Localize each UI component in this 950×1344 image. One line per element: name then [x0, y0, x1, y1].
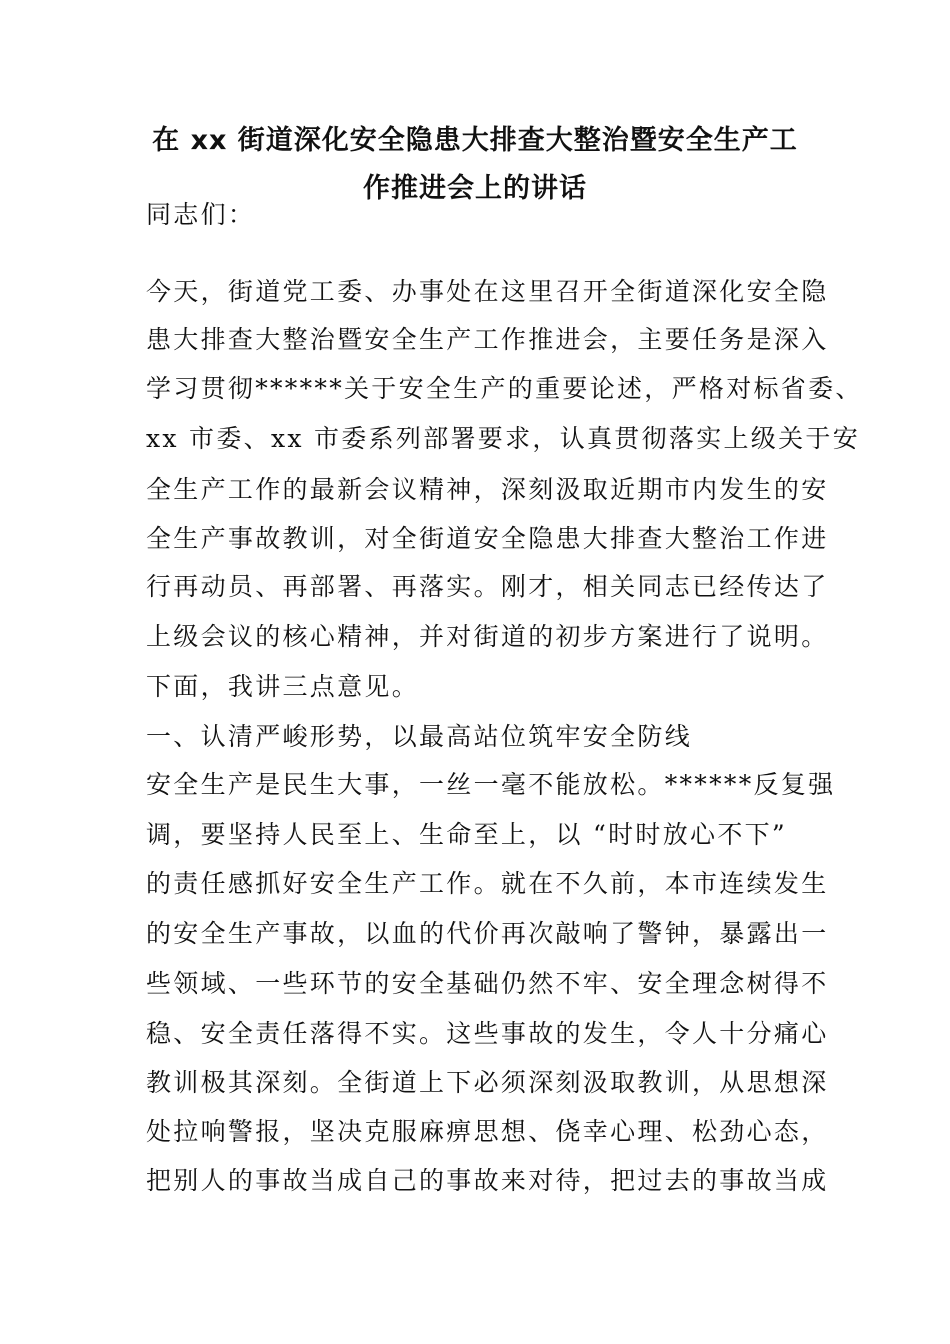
- salutation: 同志们：: [146, 200, 256, 229]
- document-title-line-2: 作推进会上的讲话: [363, 173, 587, 204]
- paragraph-line: 上级会议的核心精神，并对街道的初步方案进行了说明。: [146, 622, 829, 651]
- paragraph-line: 全生产事故教训，对全街道安全隐患大排查大整治工作进: [146, 524, 829, 553]
- paragraph-line: 下面，我讲三点意见。: [146, 672, 420, 701]
- section-heading: 一、认清严峻形势，以最高站位筑牢安全防线: [146, 722, 693, 751]
- document-title-line-1: 在 xx 街道深化安全隐患大排查大整治暨安全生产工: [152, 125, 798, 156]
- paragraph-line: 调，要坚持人民至上、生命至上，以 “时时放心不下”: [146, 820, 788, 849]
- paragraph-line: 行再动员、再部署、再落实。刚才，相关同志已经传达了: [146, 572, 829, 601]
- paragraph-line: 教训极其深刻。全街道上下必须深刻汲取教训，从思想深: [146, 1068, 829, 1097]
- paragraph-line: 的责任感抓好安全生产工作。就在不久前，本市连续发生: [146, 869, 829, 898]
- paragraph-line: 安全生产是民生大事，一丝一毫不能放松。******反复强: [146, 770, 836, 799]
- paragraph-line: 今天，街道党工委、办事处在这里召开全街道深化安全隐: [146, 277, 829, 306]
- paragraph-line: 学习贯彻******关于安全生产的重要论述，严格对标省委、: [146, 374, 863, 403]
- paragraph-line: 患大排查大整治暨安全生产工作推进会，主要任务是深入: [146, 325, 829, 354]
- paragraph-line: 稳、安全责任落得不实。这些事故的发生，令人十分痛心: [146, 1019, 829, 1048]
- paragraph-line: 的安全生产事故，以血的代价再次敲响了警钟，暴露出一: [146, 919, 829, 948]
- paragraph-line: 全生产工作的最新会议精神，深刻汲取近期市内发生的安: [146, 475, 829, 504]
- paragraph-line: xx 市委、xx 市委系列部署要求，认真贯彻落实上级关于安: [146, 424, 860, 453]
- paragraph-line: 些领域、一些环节的安全基础仍然不牢、安全理念树得不: [146, 969, 829, 998]
- paragraph-line: 处拉响警报，坚决克服麻痹思想、侥幸心理、松劲心态，: [146, 1117, 829, 1146]
- paragraph-line: 把别人的事故当成自己的事故来对待，把过去的事故当成: [146, 1166, 829, 1195]
